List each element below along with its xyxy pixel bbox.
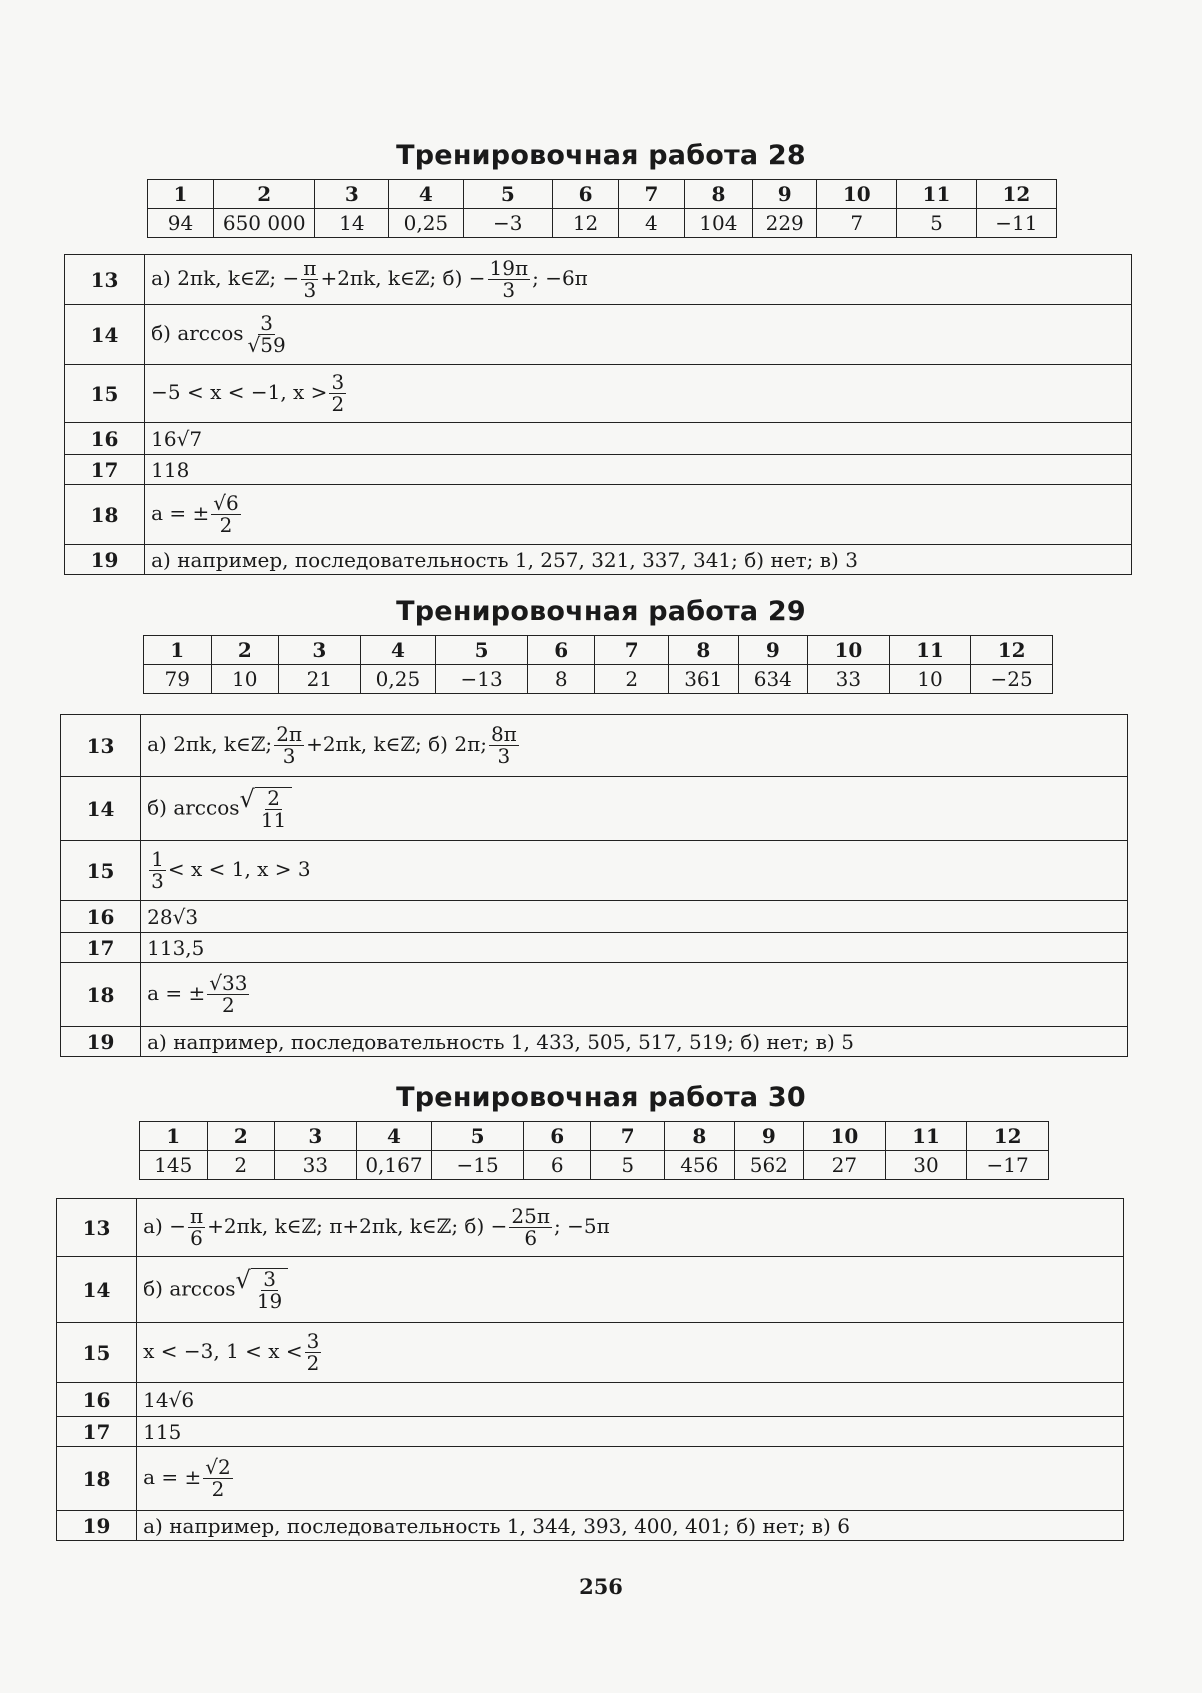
task-number: 8 [665, 1122, 735, 1151]
task-number: 17 [61, 933, 141, 963]
task-answer: 33 [808, 665, 890, 694]
task-answer: 79 [144, 665, 212, 694]
task-number: 1 [148, 180, 214, 209]
task-number: 6 [527, 636, 595, 665]
task-answer: 145 [140, 1151, 208, 1180]
task-answers-row [140, 1151, 1049, 1180]
task-number: 8 [684, 180, 752, 209]
task-answer: а) например, последовательность 1, 433, 505, 517, 519; б) нет; в) 5 [141, 1027, 1128, 1057]
task-answer: 115 [137, 1417, 1124, 1447]
task-answer: б) arccos $\frac{3}{√59}$ [145, 305, 1132, 365]
task-answer: б) arccos √ $\frac{2}{11}$ [141, 777, 1128, 841]
task-answer: 361 [669, 665, 739, 694]
task-number: 17 [57, 1417, 137, 1447]
task-answer: 0,167 [356, 1151, 432, 1180]
task-number: 6 [523, 1122, 591, 1151]
task-number: 3 [275, 1122, 357, 1151]
task-numbers-row [144, 636, 1053, 665]
task-answer: 30 [885, 1151, 967, 1180]
answer-row [61, 841, 1128, 901]
task-number: 14 [65, 305, 145, 365]
task-answer: x < −3, 1 < x < $\frac{3}{2}$ [137, 1323, 1124, 1383]
task-answer: 16√7 [145, 423, 1132, 455]
long-answers-table [64, 254, 1132, 575]
answer-row [61, 901, 1128, 933]
task-answer: 2 [207, 1151, 275, 1180]
task-answer: −11 [976, 209, 1056, 238]
task-number: 16 [65, 423, 145, 455]
task-number: 15 [61, 841, 141, 901]
task-number: 12 [971, 636, 1053, 665]
answer-row [61, 777, 1128, 841]
task-answer: −17 [967, 1151, 1049, 1180]
task-answer: а) 2πk, k∈ℤ; − $\frac{\pi}{3}$ +2πk, k∈ℤ; б) − $\frac{19\pi}{3}$ ; −6π [145, 255, 1132, 305]
answer-row [65, 545, 1132, 575]
task-number: 4 [360, 636, 436, 665]
answer-row [61, 933, 1128, 963]
task-answer: 6 [523, 1151, 591, 1180]
task-answer: a = ± $\frac{√2}{2}$ [137, 1447, 1124, 1511]
task-number: 1 [144, 636, 212, 665]
task-answer: 562 [734, 1151, 804, 1180]
task-answer: 27 [804, 1151, 886, 1180]
task-answer: a = ± $\frac{√33}{2}$ [141, 963, 1128, 1027]
task-numbers-row [148, 180, 1057, 209]
task-number: 11 [889, 636, 971, 665]
answer-row [65, 455, 1132, 485]
task-number: 13 [65, 255, 145, 305]
task-number: 7 [591, 1122, 665, 1151]
task-number: 19 [57, 1511, 137, 1541]
task-answer: 113,5 [141, 933, 1128, 963]
task-answer: 5 [897, 209, 977, 238]
task-number: 3 [315, 180, 389, 209]
task-answer: а) 2πk, k∈ℤ; $\frac{2\pi}{3}$ +2πk, k∈ℤ; б) 2π; $\frac{8\pi}{3}$ [141, 715, 1128, 777]
task-answer: 12 [553, 209, 619, 238]
short-answers-table [143, 635, 1053, 694]
task-number: 9 [734, 1122, 804, 1151]
task-answer: −15 [432, 1151, 524, 1180]
task-number: 6 [553, 180, 619, 209]
task-answer: 14√6 [137, 1383, 1124, 1417]
answer-row [65, 423, 1132, 455]
answer-row [61, 1027, 1128, 1057]
task-number: 1 [140, 1122, 208, 1151]
answer-row [65, 255, 1132, 305]
task-answer: 4 [619, 209, 685, 238]
task-answer: 10 [889, 665, 971, 694]
short-answers-table [139, 1121, 1049, 1180]
task-answer: а) − $\frac{\pi}{6}$ +2πk, k∈ℤ; π+2πk, k∈ℤ; б) − $\frac{25\pi}{6}$ ; −5π [137, 1199, 1124, 1257]
task-number: 2 [214, 180, 315, 209]
task-answer: a = ± $\frac{√6}{2}$ [145, 485, 1132, 545]
answer-row [65, 365, 1132, 423]
short-answers-table [147, 179, 1057, 238]
task-number: 4 [356, 1122, 432, 1151]
task-number: 5 [432, 1122, 524, 1151]
sqrt-sign: √ $\frac{2}{11}$ [240, 787, 293, 831]
task-number: 11 [885, 1122, 967, 1151]
task-number: 18 [57, 1447, 137, 1511]
task-answer: а) например, последовательность 1, 257, 321, 337, 341; б) нет; в) 3 [145, 545, 1132, 575]
task-answer: 0,25 [360, 665, 436, 694]
section-title: Тренировочная работа 30 [396, 1082, 806, 1113]
task-number: 16 [57, 1383, 137, 1417]
section-28 [0, 140, 1202, 238]
task-number: 17 [65, 455, 145, 485]
section-title: Тренировочная работа 29 [396, 596, 806, 627]
task-number: 2 [211, 636, 279, 665]
long-answers-table [56, 1198, 1124, 1541]
task-number: 12 [976, 180, 1056, 209]
task-answer: −5 < x < −1, x > $\frac{3}{2}$ [145, 365, 1132, 423]
task-number: 13 [57, 1199, 137, 1257]
task-number: 5 [436, 636, 528, 665]
task-answer: 650 000 [214, 209, 315, 238]
task-answer: 104 [684, 209, 752, 238]
task-number: 3 [279, 636, 361, 665]
task-number: 7 [595, 636, 669, 665]
answer-row [61, 715, 1128, 777]
task-answer: 10 [211, 665, 279, 694]
answer-row [65, 305, 1132, 365]
sqrt-sign: √ $\frac{3}{19}$ [236, 1268, 289, 1312]
task-answer: 33 [275, 1151, 357, 1180]
task-number: 14 [61, 777, 141, 841]
task-number: 15 [57, 1323, 137, 1383]
task-answers-row [148, 209, 1057, 238]
task-answer: 456 [665, 1151, 735, 1180]
task-number: 7 [619, 180, 685, 209]
section-30 [0, 1082, 1202, 1180]
task-number: 18 [61, 963, 141, 1027]
task-number: 4 [389, 180, 463, 209]
section-29 [0, 596, 1202, 694]
task-answer: −3 [463, 209, 553, 238]
task-number: 12 [967, 1122, 1049, 1151]
task-answer: 2 [595, 665, 669, 694]
task-number: 11 [897, 180, 977, 209]
task-number: 10 [808, 636, 890, 665]
task-number: 14 [57, 1257, 137, 1323]
task-answer: 21 [279, 665, 361, 694]
task-number: 19 [61, 1027, 141, 1057]
task-number: 19 [65, 545, 145, 575]
task-number: 2 [207, 1122, 275, 1151]
task-number: 13 [61, 715, 141, 777]
answer-row [57, 1511, 1124, 1541]
task-answer: $\frac{1}{3}$ < x < 1, x > 3 [141, 841, 1128, 901]
task-number: 9 [753, 180, 817, 209]
answer-row [57, 1447, 1124, 1511]
task-numbers-row [140, 1122, 1049, 1151]
task-answer: 5 [591, 1151, 665, 1180]
answer-row [57, 1199, 1124, 1257]
section-title: Тренировочная работа 28 [396, 140, 806, 171]
task-number: 18 [65, 485, 145, 545]
answer-row [61, 963, 1128, 1027]
task-answers-row [144, 665, 1053, 694]
answer-row [57, 1257, 1124, 1323]
task-answer: 118 [145, 455, 1132, 485]
task-number: 8 [669, 636, 739, 665]
task-number: 15 [65, 365, 145, 423]
task-answer: а) например, последовательность 1, 344, 393, 400, 401; б) нет; в) 6 [137, 1511, 1124, 1541]
task-number: 10 [817, 180, 897, 209]
task-answer: 7 [817, 209, 897, 238]
task-answer: 0,25 [389, 209, 463, 238]
task-answer: 28√3 [141, 901, 1128, 933]
task-answer: 229 [753, 209, 817, 238]
task-answer: 634 [738, 665, 808, 694]
task-number: 5 [463, 180, 553, 209]
answer-row [65, 485, 1132, 545]
task-answer: −13 [436, 665, 528, 694]
long-answers-table [60, 714, 1128, 1057]
task-answer: 94 [148, 209, 214, 238]
task-number: 16 [61, 901, 141, 933]
answer-row [57, 1323, 1124, 1383]
task-number: 10 [804, 1122, 886, 1151]
task-answer: 8 [527, 665, 595, 694]
task-answer: б) arccos √ $\frac{3}{19}$ [137, 1257, 1124, 1323]
page-number: 256 [579, 1574, 623, 1599]
task-answer: 14 [315, 209, 389, 238]
answer-row [57, 1417, 1124, 1447]
task-answer: −25 [971, 665, 1053, 694]
answer-row [57, 1383, 1124, 1417]
task-number: 9 [738, 636, 808, 665]
